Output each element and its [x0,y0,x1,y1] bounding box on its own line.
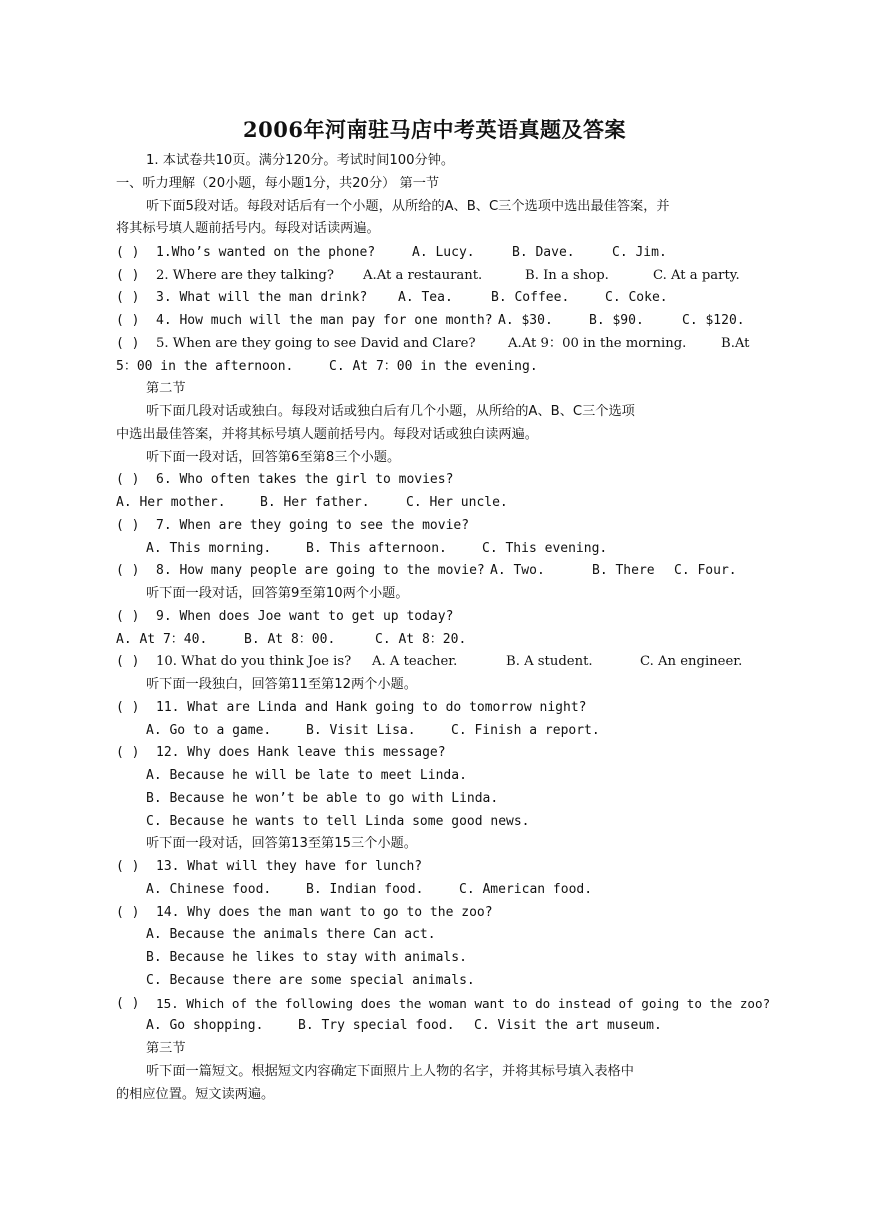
option-b: B. Indian food. [306,882,424,897]
option-c: C. Because there are some special animals. [146,973,475,988]
question-text: 15. Which of the following does the woman want to do instead of going to the zoo? [156,996,771,1011]
option-b: B. There [592,563,655,578]
option-b: B. Coffee. [491,290,570,305]
option-a: A. Go to a game. [146,723,272,738]
option-a: A. Her mother. [116,495,226,510]
question-text: 1.Who’s wanted on the phone? [156,245,376,260]
option-b: B. Her father. [260,495,370,510]
option-c: C. American food. [459,882,593,897]
option-b: B. Visit Lisa. [306,723,416,738]
option-b: B. This afternoon. [306,541,447,556]
question-text: 6. Who often takes the girl to movies? [156,472,454,487]
option-a: A. Two. [490,563,545,578]
option-a: A. Chinese food. [146,882,272,897]
question-text: 14. Why does the man want to go to the zoo? [156,905,493,920]
section1-heading: 一、听力理解（20小题，每小题1分，共20分） 第一节 [116,176,440,191]
dialog-instruction-9-10: 听下面一段对话，回答第9至第10两个小题。 [146,586,409,601]
question-text: 12. Why does Hank leave this message? [156,745,446,760]
option-a: A.At a restaurant. [363,268,483,283]
option-c: C. At a party. [653,268,740,283]
answer-paren: ( ) [116,654,140,669]
answer-paren: ( ) [116,268,140,283]
option-c: C. This evening. [482,541,608,556]
option-a: A.At 9：00 in the morning. [508,336,687,351]
section2-instructions-line2: 中选出最佳答案，并将其标号填人题前括号内。每段对话或独白读两遍。 [116,427,538,442]
option-b: B. At 8：00. [244,632,336,647]
option-c: C. Four. [674,563,737,578]
section1-instructions-line1: 听下面5段对话。每段对话后有一个小题，从所给的A、B、C三个选项中选出最佳答案，并 [146,199,670,214]
answer-paren: ( ) [116,245,140,260]
section3-heading: 第三节 [146,1041,186,1056]
dialog-instruction-6-8: 听下面一段对话，回答第6至第8三个小题。 [146,450,401,465]
exam-intro: 1. 本试卷共10页。满分120分。考试时间100分钟。 [146,153,455,168]
option-a: A. $30. [498,313,553,328]
question-text: 5. When are they going to see David and Clare? [156,336,476,351]
answer-paren: ( ) [116,700,140,715]
option-a: A. This morning. [146,541,272,556]
option-c: C. Her uncle. [406,495,508,510]
option-c: C. Coke. [605,290,668,305]
page-title: 2006年河南驻马店中考英语真题及答案 [243,117,626,142]
answer-paren: ( ) [116,336,140,351]
answer-paren: ( ) [116,859,140,874]
option-c: C. An engineer. [640,654,743,669]
answer-paren: ( ) [116,996,140,1011]
option-a: A. A teacher. [372,654,458,669]
option-a: A. At 7：40. [116,632,208,647]
section3-instructions-line2: 的相应位置。短文读两遍。 [116,1087,275,1102]
question-text: 9. When does Joe want to get up today? [156,609,454,624]
question-text: 2. Where are they talking? [156,268,334,283]
option-c: C. At 8：20. [375,632,467,647]
answer-paren: ( ) [116,290,140,305]
option-b-continued: 5：00 in the afternoon. [116,359,294,374]
option-b: B. Dave. [512,245,575,260]
answer-paren: ( ) [116,313,140,328]
question-text: 4. How much will the man pay for one month? [156,313,493,328]
option-c: C. Finish a report. [451,723,600,738]
option-b: B. Because he likes to stay with animals. [146,950,467,965]
option-c: C. Jim. [612,245,667,260]
option-b: B.At [721,336,750,351]
section3-instructions-line1: 听下面一篇短文。根据短文内容确定下面照片上人物的名字，并将其标号填入表格中 [146,1064,634,1079]
option-a: A. Lucy. [412,245,475,260]
answer-paren: ( ) [116,518,140,533]
option-b: B. $90. [589,313,644,328]
question-text: 11. What are Linda and Hank going to do tomorrow night? [156,700,587,715]
section2-instructions-line1: 听下面几段对话或独白。每段对话或独白后有几个小题，从所给的A、B、C三个选项 [146,404,635,419]
answer-paren: ( ) [116,472,140,487]
section2-heading: 第二节 [146,381,186,396]
answer-paren: ( ) [116,609,140,624]
question-text: 7. When are they going to see the movie? [156,518,470,533]
option-b: B. Try special food. [298,1018,455,1033]
question-text: 8. How many people are going to the movie? [156,563,485,578]
option-c: C. Because he wants to tell Linda some good news. [146,814,530,829]
option-a: A. Go shopping. [146,1018,264,1033]
question-text: 13. What will they have for lunch? [156,859,423,874]
answer-paren: ( ) [116,563,140,578]
option-a: A. Tea. [398,290,453,305]
option-b: B. In a shop. [525,268,609,283]
question-text: 3. What will the man drink? [156,290,368,305]
monologue-instruction-11-12: 听下面一段独白，回答第11至第12两个小题。 [146,677,417,692]
option-b: B. A student. [506,654,593,669]
question-text: 10. What do you think Joe is? [156,654,352,669]
answer-paren: ( ) [116,905,140,920]
option-c: C. At 7：00 in the evening. [329,359,538,374]
dialog-instruction-13-15: 听下面一段对话，回答第13至第15三个小题。 [146,836,417,851]
option-a: A. Because he will be late to meet Linda. [146,768,467,783]
option-a: A. Because the animals there Can act. [146,927,436,942]
option-c: C. Visit the art museum. [474,1018,662,1033]
answer-paren: ( ) [116,745,140,760]
section1-instructions-line2: 将其标号填人题前括号内。每段对话读两遍。 [116,221,380,236]
option-b: B. Because he won’t be able to go with Linda. [146,791,499,806]
option-c: C. $120. [682,313,745,328]
